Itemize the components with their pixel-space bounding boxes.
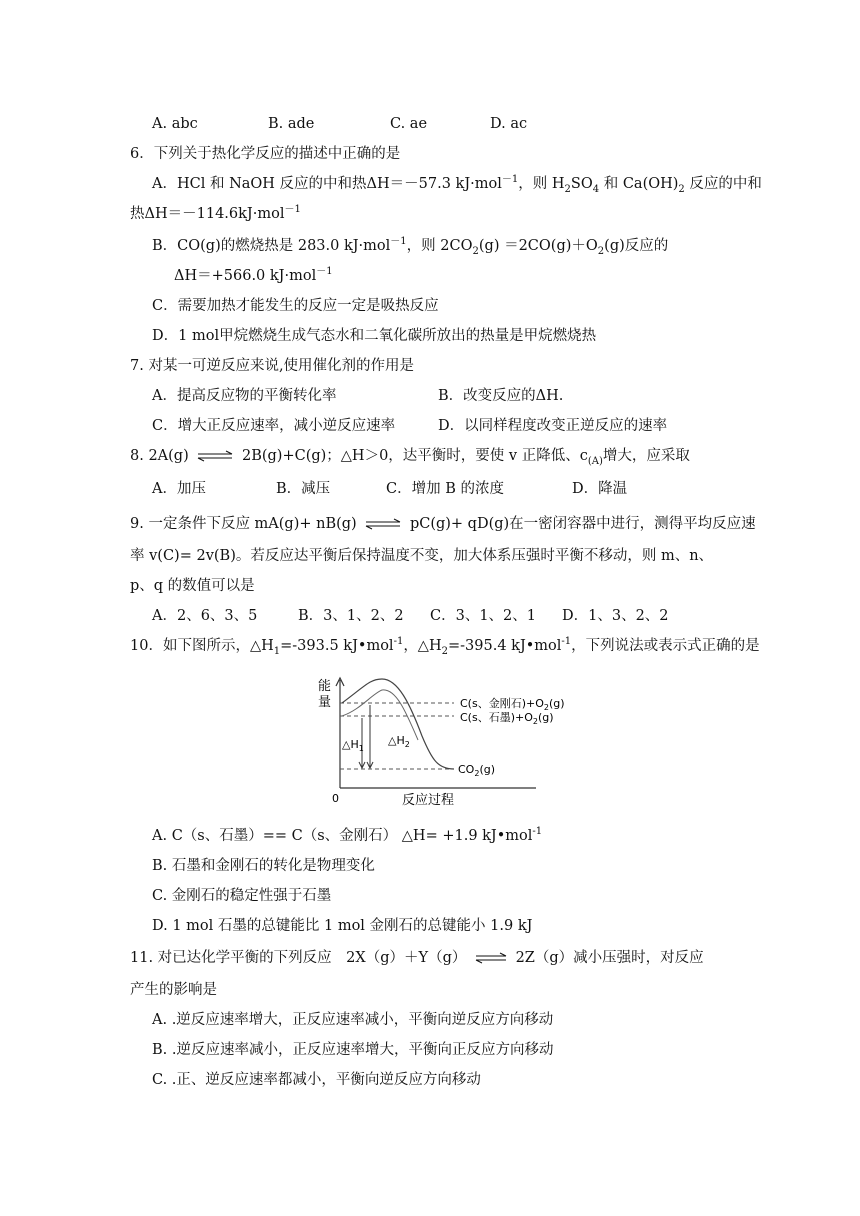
dh2-label: $\triangle H_2$	[388, 734, 410, 749]
energy-diagram	[310, 674, 590, 808]
q8-option-c: C．增加 B 的浓度	[386, 481, 504, 497]
co2-label: $CO_2(g)$	[458, 763, 496, 778]
q11-option-a: A. .逆反应速率增大，正反应速率减小，平衡向逆反应方向移动	[152, 1012, 554, 1028]
q8-stem: 8. 2A(g) 2B(g)+C(g)；△H＞0，达平衡时，要使 v 正降低、$c_{(A)}$增大，应采取	[130, 448, 690, 467]
q10-option-d: D. 1 mol 石墨的总键能比 1 mol 金刚石的总键能小 1.9 kJ	[152, 918, 533, 934]
q6-option-d: D．1 mol甲烷燃烧生成气态水和二氧化碳所放出的热量是甲烷燃烧热	[152, 328, 597, 344]
q7-option-a: A．提高反应物的平衡转化率	[152, 388, 337, 404]
q10-stem: 10．如下图所示，$\triangle H_1=-393.5$ kJ•mol$^{-1}$，$\triangle H_2=-395.4$ kJ•mol$^{-1}$，下列说法或表示式正确的是	[130, 636, 760, 657]
graphite-label: C(s、石墨)$+O_2(g)$	[460, 711, 554, 726]
equilibrium-arrow-icon	[196, 450, 234, 462]
origin-label: 0	[332, 792, 339, 805]
dh1-label: $\triangle H_1$	[342, 738, 364, 753]
reaction-curve-diamond	[342, 679, 454, 769]
q7-option-d: D．以同样程度改变正逆反应的速率	[438, 418, 668, 434]
q9-stem-line2: 率 v(C)= 2v(B)。若反应达平衡后保持温度不变，加大体系压强时平衡不移动，则 m、n、	[130, 548, 714, 564]
q6-option-a-line2: 热ΔH＝－114.6kJ·mol$^{-1}$	[130, 204, 301, 222]
q9-stem-line1: 9. 一定条件下反应 mA(g)+ nB(g) pC(g)+ qD(g)在一密闭容器中进行，测得平均反应速	[130, 516, 756, 532]
q5-option-b: B. ade	[268, 116, 315, 132]
y-label-1: 能	[318, 679, 332, 694]
q11-option-c: C. .正、逆反应速率都减小，平衡向逆反应方向移动	[152, 1072, 481, 1088]
q8-option-a: A．加压	[152, 481, 206, 497]
q11-stem-line2: 产生的影响是	[130, 982, 217, 998]
q9-stem-line3: p、q 的数值可以是	[130, 578, 255, 594]
q8-option-b: B．减压	[276, 481, 331, 497]
q6-option-c: C．需要加热才能发生的反应一定是吸热反应	[152, 298, 439, 314]
y-label-2: 量	[318, 695, 332, 710]
q10-option-a: A. C（s、石墨）== C（s、金刚石） △H= +1.9 kJ•mol$^{-1}$	[152, 826, 543, 844]
q9-option-d: D．1、3、2、2	[562, 608, 669, 624]
equilibrium-arrow-icon	[364, 518, 402, 530]
q11-stem-line1: 11. 对已达化学平衡的下列反应 2X（g）＋Y（g） 2Z（g）减小压强时，对反应	[130, 950, 704, 966]
q5-option-d: D. ac	[490, 116, 528, 132]
x-axis-label: 反应过程	[402, 793, 455, 808]
q9-option-a: A．2、6、3、5	[152, 608, 258, 624]
q10-option-c: C. 金刚石的稳定性强于石墨	[152, 888, 332, 904]
q9-option-c: C．3、1、2、1	[430, 608, 536, 624]
reaction-curve-graphite	[342, 690, 418, 740]
q6-option-b-line2: ΔH＝+566.0 kJ·mol$^{-1}$	[174, 266, 333, 284]
q9-option-b: B．3、1、2、2	[298, 608, 404, 624]
q6-stem: 6．下列关于热化学反应的描述中正确的是	[130, 146, 401, 162]
q6-option-b-line1: B．CO(g)的燃烧热是 283.0 kJ·mol$^{-1}$，则 $2CO_2(g) =2CO(g)+O_2(g)$反应的	[152, 236, 669, 257]
q7-option-b: B．改变反应的ΔH.	[438, 388, 564, 404]
q11-option-b: B. .逆反应速率减小，正反应速率增大，平衡向正反应方向移动	[152, 1042, 554, 1058]
q7-option-c: C．增大正反应速率，减小逆反应速率	[152, 418, 396, 434]
q7-stem: 7. 对某一可逆反应来说,使用催化剂的作用是	[130, 358, 415, 374]
diamond-label: C(s、金刚石)$+O_2(g)$	[460, 697, 565, 712]
q8-option-d: D．降温	[572, 481, 628, 497]
q10-option-b: B. 石墨和金刚石的转化是物理变化	[152, 858, 375, 874]
equilibrium-arrow-icon	[474, 952, 508, 964]
q5-option-c: C. ae	[390, 116, 428, 132]
q5-option-a: A. abc	[152, 116, 198, 132]
q6-option-a-line1: A．HCl 和 NaOH 反应的中和热ΔH＝－57.3 kJ·mol$^{-1}$，则 $H_2SO_4$ 和 $Ca(OH)_2$ 反应的中和	[152, 174, 762, 195]
